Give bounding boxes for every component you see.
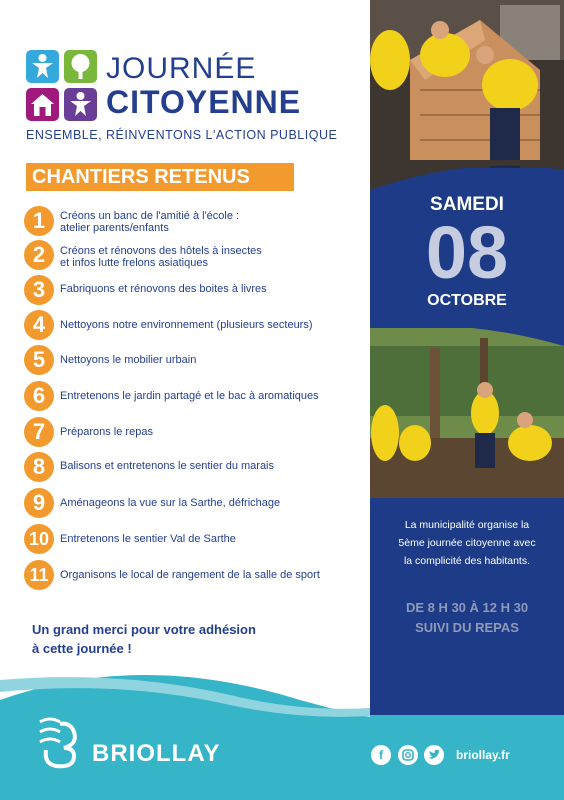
facebook-icon[interactable]: f: [371, 745, 391, 765]
journee-citoyenne-logo: [26, 50, 98, 122]
person-icon: [64, 88, 97, 121]
municipality-line3: la complicité des habitants.: [403, 555, 531, 567]
item-text: Entretenons le sentier Val de Sarthe: [60, 533, 236, 545]
item-text: Préparons le repas: [60, 426, 153, 438]
person-icon: [26, 50, 59, 83]
item-number: 9: [24, 488, 54, 518]
twitter-icon[interactable]: [424, 745, 444, 765]
municipality-text: [378, 516, 556, 570]
item-text: Créons un banc de l'amitié à l'école :: [60, 210, 240, 222]
briollay-brand: BRIOLLAY: [92, 740, 221, 767]
tree-icon: [64, 50, 97, 83]
event-date: [372, 194, 562, 310]
gardening-photo: [370, 328, 564, 498]
item-number: 8: [24, 452, 54, 482]
item-number: 3: [24, 275, 54, 305]
event-month: OCTOBRE: [427, 292, 507, 309]
item-number: 1: [24, 206, 54, 236]
item-text: Aménageons la vue sur la Sarthe, défrichage: [60, 497, 281, 509]
logo-title-line2: CITOYENNE: [106, 84, 302, 120]
item-text: Balisons et entretenons le sentier du marais: [60, 460, 275, 472]
website-link[interactable]: briollay.fr: [456, 748, 510, 762]
instagram-icon[interactable]: [398, 745, 418, 765]
chantiers-title: CHANTIERS RETENUS: [26, 163, 294, 191]
thanks-line2: à cette journée !: [32, 641, 132, 656]
item-number: 7: [24, 417, 54, 447]
item-text-secondary: atelier parents/enfants: [60, 222, 169, 234]
panel-curve: [370, 160, 564, 190]
item-number: 10: [24, 524, 54, 554]
item-text: Nettoyons le mobilier urbain: [60, 354, 197, 366]
hours-line1: DE 8 H 30 À 12 H 30: [405, 600, 529, 615]
item-text: Entretenons le jardin partagé et le bac à aromatiques: [60, 390, 319, 402]
item-number: 2: [24, 240, 54, 270]
item-number: 6: [24, 381, 54, 411]
event-day: 08: [425, 211, 509, 294]
briollay-logo-icon: [34, 714, 90, 774]
house-icon: [26, 88, 59, 121]
municipality-line2: 5ème journée citoyenne avec: [398, 537, 536, 549]
item-number: 5: [24, 345, 54, 375]
municipality-line1: La municipalité organise la: [404, 519, 530, 531]
item-text: Organisons le local de rangement de la salle de sport: [60, 569, 320, 581]
thanks-line1: Un grand merci pour votre adhésion: [32, 622, 256, 637]
item-text: Nettoyons notre environnement (plusieurs secteurs): [60, 319, 313, 331]
event-hours: [376, 598, 558, 638]
item-number: 4: [24, 310, 54, 340]
item-text: Fabriquons et rénovons des boites à livres: [60, 283, 267, 295]
hours-line2: SUIVI DU REPAS: [415, 620, 519, 635]
logo-title-line1: JOURNÉE: [106, 52, 257, 85]
volunteers-photo: [370, 0, 564, 168]
item-text-secondary: et infos lutte frelons asiatiques: [60, 257, 208, 269]
thanks-message: [32, 620, 292, 658]
event-weekday: SAMEDI: [430, 194, 504, 215]
item-text: Créons et rénovons des hôtels à insectes: [60, 245, 262, 257]
item-number: 11: [24, 560, 54, 590]
tagline: ENSEMBLE, RÉINVENTONS L'ACTION PUBLIQUE: [26, 128, 338, 142]
